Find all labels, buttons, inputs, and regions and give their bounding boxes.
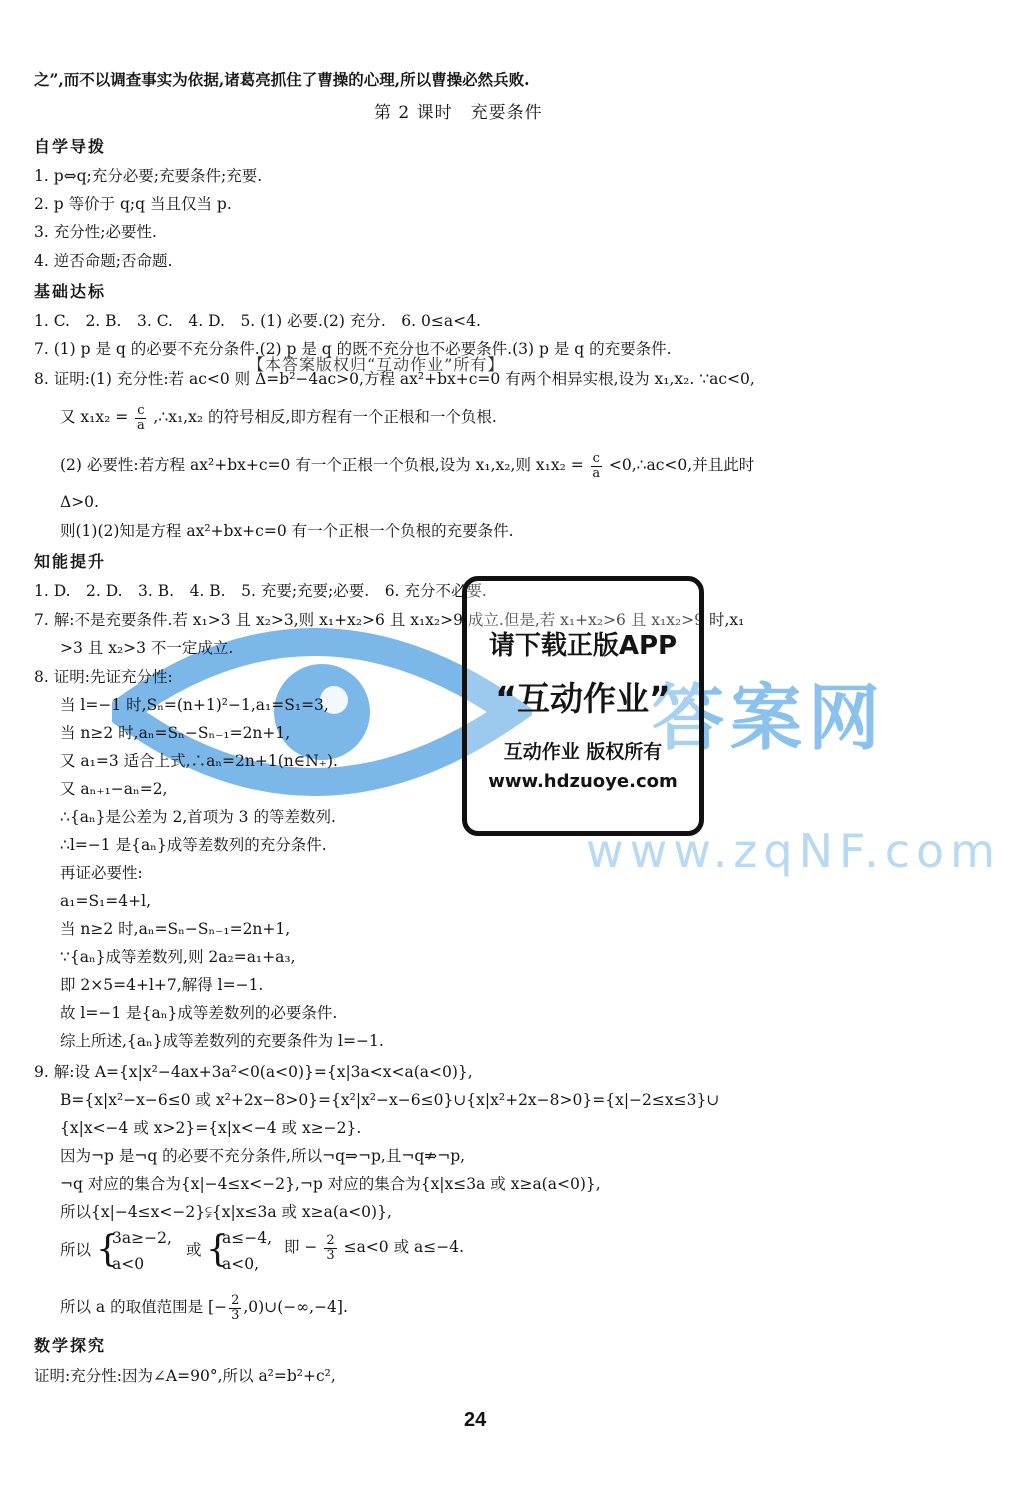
- text-segment: <0,∴ac<0,并且此时: [608, 456, 755, 474]
- fraction-denominator: 3: [326, 1247, 335, 1263]
- text-segment: (2) 必要性:若方程 ax²+bx+c=0 有一个正根一个负根,设为 x₁,x₂,则 x₁x₂ =: [60, 456, 584, 474]
- zhineng-q8-line: 又 aₙ₊₁−aₙ=2,: [60, 780, 168, 798]
- zhineng-q8-line: ∴{aₙ}是公差为 2,首项为 3 的等差数列.: [60, 808, 336, 826]
- zhineng-q8-line: 当 n≥2 时,aₙ=Sₙ−Sₙ₋₁=2n+1,: [60, 724, 291, 742]
- lesson-title: 第 2 课时 充要条件: [374, 103, 543, 123]
- stamp-line: 请下载正版APP: [488, 631, 678, 661]
- fraction-denominator: a: [592, 465, 601, 481]
- system-row: a<0: [112, 1255, 145, 1273]
- jichu-q8-line: [60, 402, 497, 433]
- copyright-banner: 【本答案版权归“互动作业”所有】: [248, 355, 505, 374]
- jichu-q8-line: 则(1)(2)知是方程 ax²+bx+c=0 有一个正根一个负根的充要条件.: [60, 522, 514, 540]
- top-line: 之”,而不以调查事实为依据,诸葛亮抓住了曹操的心理,所以曹操必然兵败.: [34, 70, 530, 89]
- section-heading-zhineng: 知能提升: [34, 552, 107, 571]
- text-segment: [−: [208, 1298, 228, 1316]
- zhineng-q8-line: a₁=S₁=4+l,: [60, 892, 151, 910]
- zhineng-answers: 1. D. 2. D. 3. B. 4. B. 5. 充要;充要;必要. 6. 充分不必要.: [34, 582, 487, 600]
- fraction-denominator: a: [136, 417, 145, 433]
- text-segment: 所以 a 的取值范围是: [60, 1298, 204, 1316]
- zhineng-q8-line: ∴l=−1 是{aₙ}成等差数列的充分条件.: [60, 836, 327, 854]
- section-heading-zixue: 自学导拨: [34, 137, 107, 156]
- stamp-line: www.hdzuoye.com: [488, 771, 678, 792]
- text-segment: 即 −: [284, 1238, 318, 1256]
- copyright-stamp: [462, 576, 704, 836]
- zhineng-q7: >3 且 x₂>3 不一定成立.: [60, 639, 234, 657]
- brace: {: [96, 1229, 119, 1270]
- page-number: 24: [464, 1409, 487, 1431]
- system-row: 3a≥−2,: [112, 1229, 172, 1247]
- zhineng-q9-line: ¬q 对应的集合为{x|−4≤x<−2},¬p 对应的集合为{x|x≤3a 或 x≥a(a<0)},: [60, 1175, 601, 1193]
- site-logo-text: 答案网: [652, 676, 887, 760]
- fraction: [324, 1234, 336, 1263]
- tanjiu-line: 证明:充分性:因为∠A=90°,所以 a²=b²+c²,: [34, 1367, 336, 1385]
- zhineng-q8-line: 当 l=−1 时,Sₙ=(n+1)²−1,a₁=S₁=3,: [60, 696, 329, 714]
- section-heading-jichu: 基础达标: [34, 282, 107, 301]
- zhineng-q8-line: 8. 证明:先证充分性:: [34, 668, 173, 686]
- stamp-line: “互动作业”: [495, 679, 671, 718]
- text-segment: 又 x₁x₂ =: [60, 408, 129, 426]
- zhineng-q8-line: 又 a₁=3 适合上式,∴aₙ=2n+1(n∈N₊).: [60, 752, 338, 770]
- system-row: a<0,: [222, 1255, 260, 1273]
- zhineng-q8-line: ∵{aₙ}成等差数列,则 2a₂=a₁+a₃,: [60, 948, 296, 966]
- jichu-q8-line: [60, 450, 754, 481]
- zhineng-q9-system-label: 所以: [60, 1241, 92, 1259]
- zhineng-q9-line: 所以{x|−4≤x<−2}⫋{x|x≤3a 或 x≥a(a<0)},: [60, 1203, 392, 1221]
- zhineng-q9-line: B={x|x²−x−6≤0 或 x²+2x−8>0}={x²|x²−x−6≤0}∪{x|x²+2x−8>0}={x|−2≤x≤3}∪: [60, 1091, 720, 1109]
- text-segment: ≤a<0 或 a≤−4.: [343, 1238, 465, 1256]
- zixue-line: 1. p⇔q;充分必要;充要条件;充要.: [34, 167, 263, 185]
- system-conclusion: [284, 1232, 464, 1263]
- jichu-answers: 1. C. 2. B. 3. C. 4. D. 5. (1) 必要.(2) 充分. 6. 0≤a<4.: [34, 312, 481, 330]
- zixue-line: 2. p 等价于 q;q 当且仅当 p.: [34, 195, 232, 213]
- zhineng-q9-range: [60, 1292, 348, 1323]
- zhineng-q7: 7. 解:不是充要条件.若 x₁>3 且 x₂>3,则 x₁+x₂>6 且 x₁x₂>9 成立.但是,若 x₁+x₂>6 且 x₁x₂>9 时,x₁: [34, 611, 745, 629]
- fraction-numerator: c: [592, 450, 600, 466]
- zhineng-q9-line: {x|x<−4 或 x>2}={x|x<−4 或 x≥−2}.: [60, 1119, 362, 1137]
- section-heading-tanjiu: 数学探究: [34, 1336, 107, 1355]
- fraction: [591, 452, 602, 481]
- text-segment: ,∴x₁,x₂ 的符号相反,即方程有一个正根和一个负根.: [153, 408, 497, 426]
- jichu-q7: 7. (1) p 是 q 的必要不充分条件.(2) p 是 q 的既不充分也不必要条件.(3) p 是 q 的充要条件.: [34, 340, 672, 358]
- system-row: a≤−4,: [222, 1229, 273, 1247]
- fraction-denominator: 3: [231, 1307, 240, 1323]
- zhineng-q8-line: 故 l=−1 是{aₙ}成等差数列的必要条件.: [60, 1004, 338, 1022]
- zixue-line: 4. 逆否命题;否命题.: [34, 252, 173, 270]
- jichu-q8-line: 8. 证明:(1) 充分性:若 ac<0 则 Δ=b²−4ac>0,方程 ax²+bx+c=0 有两个相异实根,设为 x₁,x₂. ∵ac<0,: [34, 370, 755, 388]
- brace: {: [206, 1229, 229, 1270]
- text-segment: ,0)∪(−∞,−4].: [243, 1298, 348, 1316]
- zhineng-q9-line: 9. 解:设 A={x|x²−4ax+3a²<0(a<0)}={x|3a<x<a(a<0)},: [34, 1063, 473, 1081]
- fraction-numerator: 2: [231, 1292, 240, 1308]
- zhineng-q8-line: 即 2×5=4+l+7,解得 l=−1.: [60, 976, 264, 994]
- fraction: [135, 404, 146, 433]
- zhineng-q8-line: 综上所述,{aₙ}成等差数列的充要条件为 l=−1.: [60, 1032, 384, 1050]
- zhineng-q9-line: 因为¬p 是¬q 的必要不充分条件,所以¬q⇒¬p,且¬q⇏¬p,: [60, 1147, 466, 1165]
- zixue-line: 3. 充分性;必要性.: [34, 223, 157, 241]
- zhineng-q8-line: 当 n≥2 时,aₙ=Sₙ−Sₙ₋₁=2n+1,: [60, 920, 291, 938]
- zhineng-q8-line: 再证必要性:: [60, 864, 143, 882]
- jichu-q8-line: Δ>0.: [60, 493, 99, 511]
- fraction-numerator: c: [137, 402, 145, 418]
- fraction-numerator: 2: [326, 1232, 335, 1248]
- fraction: [229, 1294, 241, 1323]
- site-url: www.zqNF.com: [586, 824, 1001, 878]
- or-word: 或: [186, 1241, 202, 1259]
- stamp-line: 互动作业 版权所有: [503, 741, 663, 763]
